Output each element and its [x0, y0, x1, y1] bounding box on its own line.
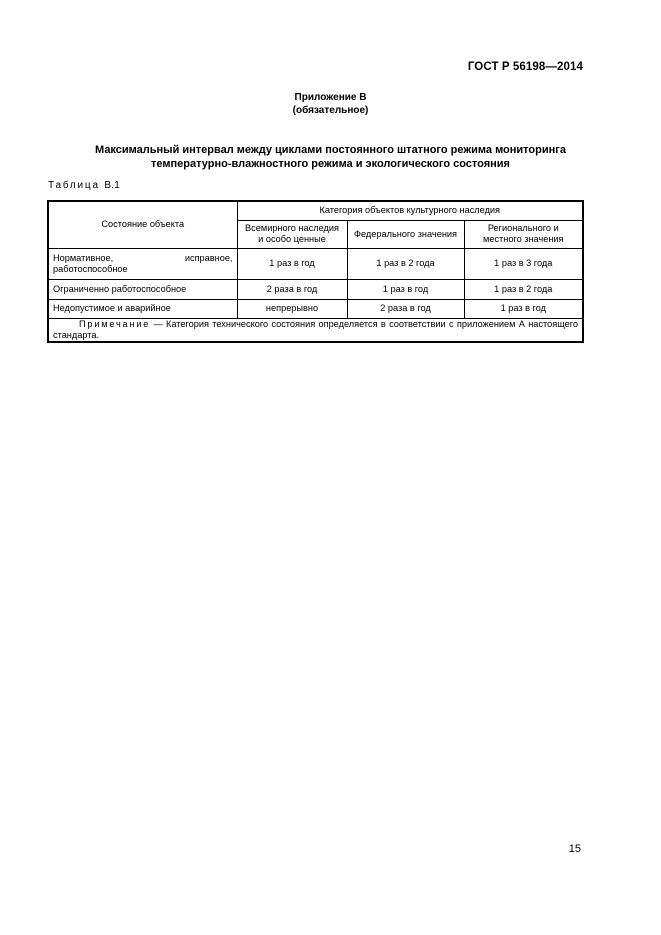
main-title	[40, 143, 621, 171]
table-note	[48, 318, 583, 342]
table-label-word: Таблица	[48, 180, 100, 191]
header-object-state: Состояние объекта	[48, 201, 237, 248]
row-value: 1 раз в год	[347, 279, 464, 299]
annex-heading	[0, 91, 661, 117]
row-value: непрерывно	[237, 299, 347, 318]
row-state: Ограниченно работоспособное	[48, 279, 237, 299]
table-header-row-1	[48, 201, 583, 220]
annex-title: Приложение В	[294, 92, 367, 103]
header-regional: Регионального и местного значения	[464, 220, 583, 248]
row-value: 1 раз в 2 года	[347, 248, 464, 279]
table-row	[48, 248, 583, 279]
monitoring-interval-table	[47, 200, 584, 343]
table-note-row	[48, 318, 583, 342]
note-text: — Категория технического состояния определяется в соответствии с приложением А настоящего стандарта.	[53, 318, 579, 340]
note-label: Примечание	[79, 318, 151, 329]
table-row	[48, 299, 583, 318]
row-state: Недопустимое и аварийное	[48, 299, 237, 318]
row-value: 1 раз в год	[237, 248, 347, 279]
main-title-line-2: температурно-влажностного режима и экологического состояния	[151, 158, 510, 170]
header-world-heritage: Всемирного наследия и особо ценные	[237, 220, 347, 248]
row-value: 1 раз в год	[464, 299, 583, 318]
row-value: 2 раза в год	[347, 299, 464, 318]
row-value: 2 раза в год	[237, 279, 347, 299]
table-row	[48, 279, 583, 299]
row-state: Нормативное, исправное, работоспособное	[48, 248, 237, 279]
table-label-number: В.1	[104, 180, 121, 191]
header-heritage-category: Категория объектов культурного наследия	[237, 201, 583, 220]
page-number: 15	[568, 843, 581, 855]
document-code: ГОСТ Р 56198—2014	[467, 61, 583, 73]
annex-status: (обязательное)	[292, 105, 369, 116]
header-federal: Федерального значения	[347, 220, 464, 248]
table-label	[48, 180, 120, 191]
row-value: 1 раз в 2 года	[464, 279, 583, 299]
row-value: 1 раз в 3 года	[464, 248, 583, 279]
main-title-line-1: Максимальный интервал между циклами постоянного штатного режима мониторинга	[95, 144, 566, 156]
